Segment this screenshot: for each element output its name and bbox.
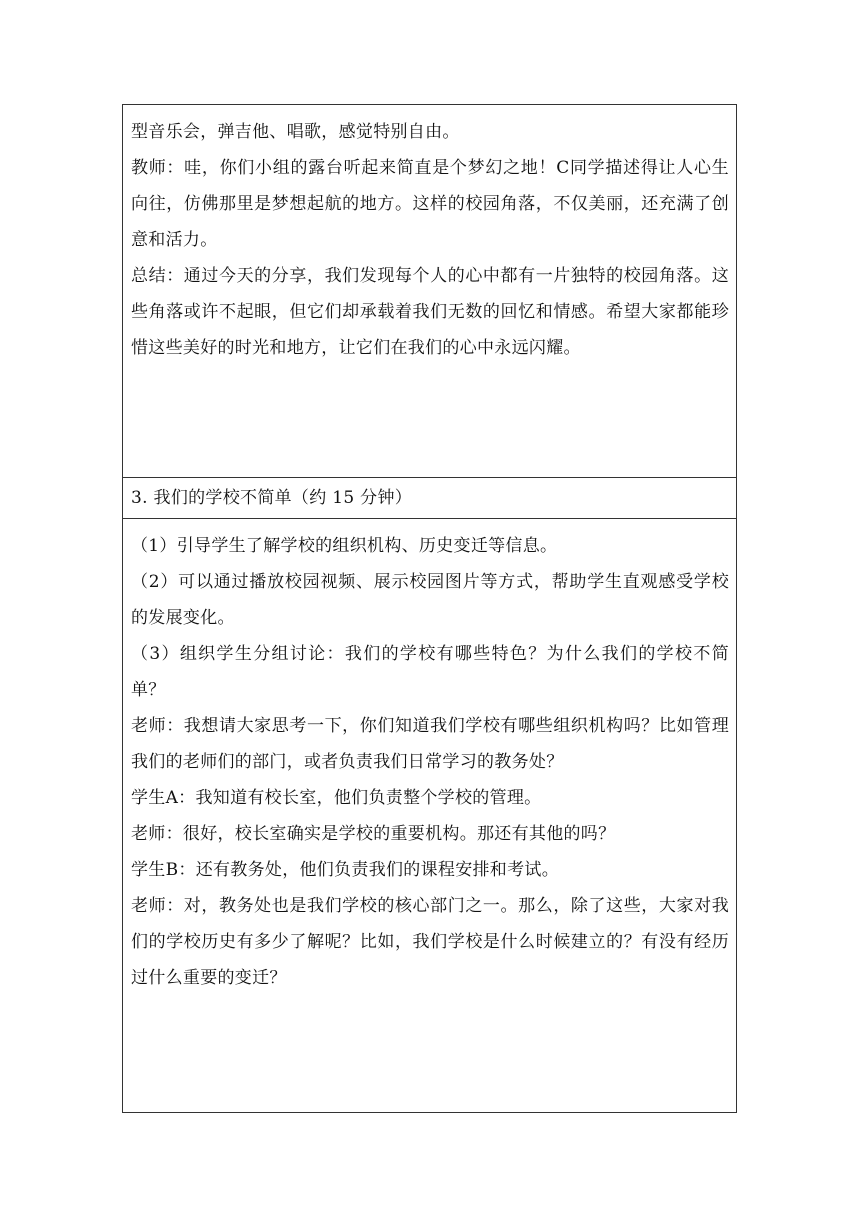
activity-summary-cell: [123, 105, 737, 478]
paragraph: 教师：哇，你们小组的露台听起来简直是个梦幻之地！C同学描述得让人心生向往，仿佛那里是梦想起航的地方。这样的校园角落，不仅美丽，还充满了创意和活力。: [131, 158, 729, 250]
table-row: [123, 105, 737, 478]
paragraph: 总结：通过今天的分享，我们发现每个人的心中都有一片独特的校园角落。这些角落或许不起眼，但它们却承载着我们无数的回忆和情感。希望大家都能珍惜这些美好的时光和地方，让它们在我们的心中永远闪耀。: [131, 266, 729, 358]
section-title: 3. 我们的学校不简单（约 15 分钟）: [131, 488, 413, 508]
paragraph: （3）组织学生分组讨论：我们的学校有哪些特色？为什么我们的学校不简单？: [131, 644, 729, 700]
paragraph: （1）引导学生了解学校的组织机构、历史变迁等信息。: [131, 536, 558, 556]
lesson-plan-table: [122, 104, 737, 1113]
paragraph: 学生B：还有教务处，他们负责我们的课程安排和考试。: [131, 860, 559, 880]
paragraph: 老师：我想请大家思考一下，你们知道我们学校有哪些组织机构吗？比如管理我们的老师们的部门，或者负责我们日常学习的教务处？: [131, 716, 729, 772]
section-heading-cell: [123, 478, 737, 519]
paragraph: 学生A：我知道有校长室，他们负责整个学校的管理。: [131, 788, 542, 808]
paragraph: （2）可以通过播放校园视频、展示校园图片等方式，帮助学生直观感受学校的发展变化。: [131, 572, 729, 628]
table-row: [123, 519, 737, 1113]
table-row: [123, 478, 737, 519]
section-content-cell: [123, 519, 737, 1113]
paragraph: 老师：很好，校长室确实是学校的重要机构。那还有其他的吗？: [131, 824, 616, 844]
paragraph: 型音乐会，弹吉他、唱歌，感觉特别自由。: [131, 122, 460, 142]
paragraph: 老师：对，教务处也是我们学校的核心部门之一。那么，除了这些，大家对我们的学校历史有多少了解呢？比如，我们学校是什么时候建立的？有没有经历过什么重要的变迁？: [131, 896, 729, 988]
